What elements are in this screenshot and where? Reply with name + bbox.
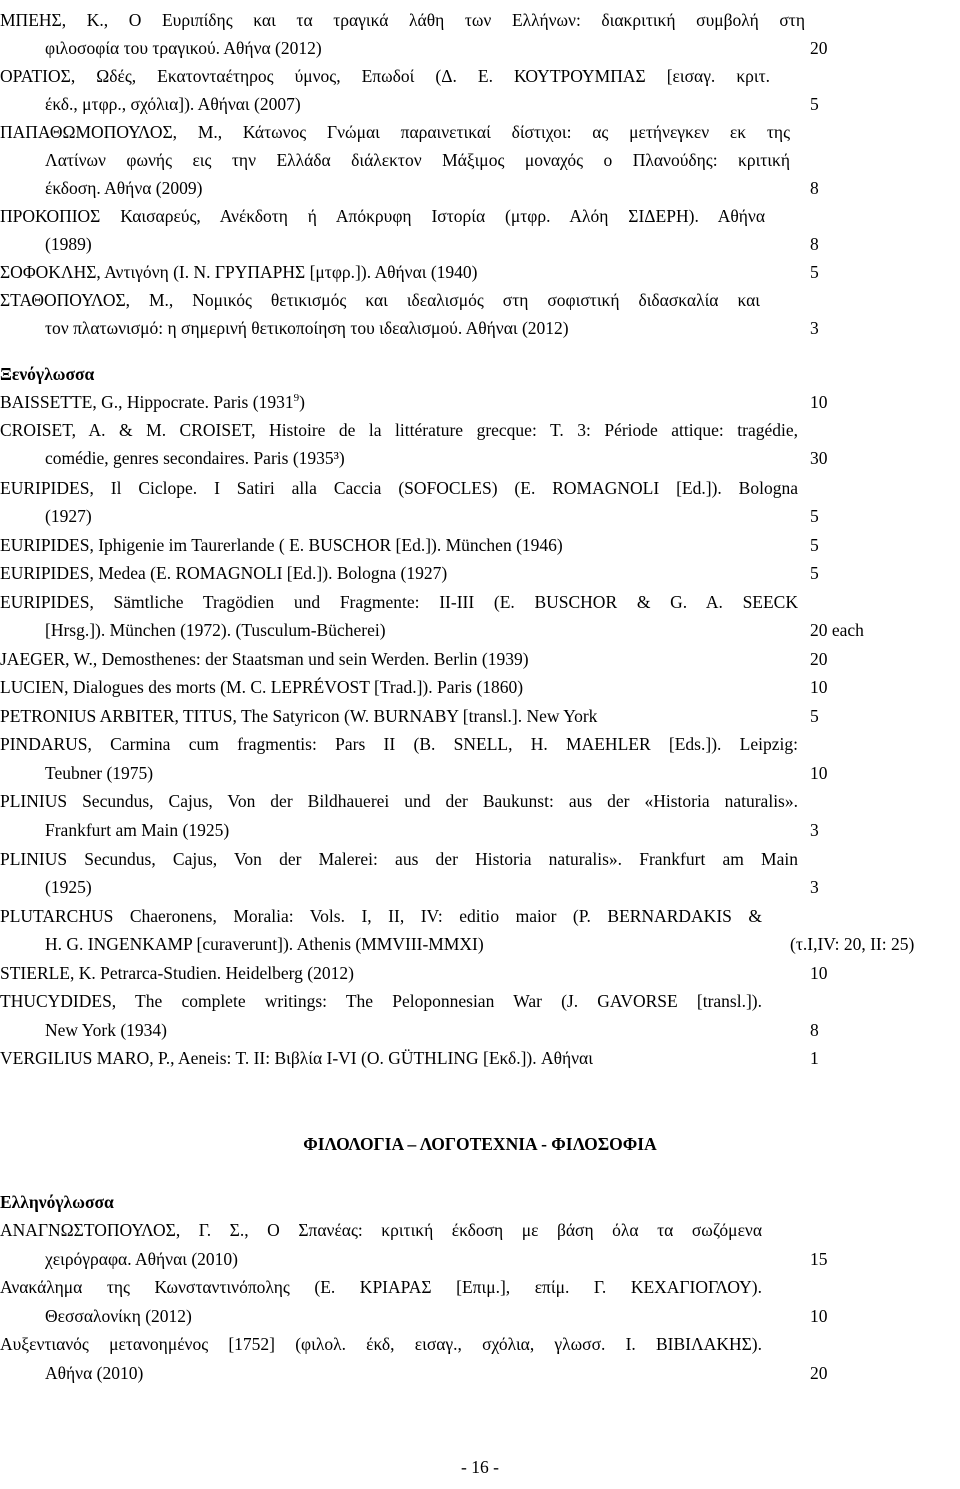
entry-line: (1925) (45, 877, 92, 897)
quantity: 5 (810, 94, 819, 114)
entry-line: CROISET, A. & M. CROISET, Histoire de la littérature grecque: T. 3: Période attique: tragédie, (0, 420, 798, 440)
entry-line: ΠΑΠΑΘΩΜΟΠΟΥΛΟΣ, Μ., Κάτωνος Γνώμαι παραινετικαί δίστιχοι: ας μετήνεγκεν εκ της (0, 122, 790, 142)
entry-line: PINDARUS, Carmina cum fragmentis: Pars II (B. SNELL, H. MAEHLER [Eds.]). Leipzig: (0, 734, 798, 754)
quantity: 10 (810, 677, 828, 697)
entry-text-end: ) (299, 392, 305, 412)
entry-line: Θεσσαλονίκη (2012) (45, 1306, 192, 1326)
quantity: 10 (810, 1306, 828, 1326)
entry-line: Ανακάλημα της Κωνσταντινόπολης (Ε. ΚΡΙΑΡΑΣ [Επιμ.], επίμ. Γ. ΚΕΧΑΓΙΟΓΛΟΥ). (0, 1277, 762, 1297)
entry-line: ΜΠΕΗΣ, Κ., Ο Ευριπίδης και τα τραγικά λάθη των Ελλήνων: διακριτική συμβολή στη (0, 10, 805, 30)
section-heading-foreign: Ξενόγλωσσα (0, 364, 95, 384)
entry-line: EURIPIDES, Medea (E. ROMAGNOLI [Ed.]). Bologna (1927) (0, 563, 448, 583)
quantity: 5 (810, 506, 819, 526)
entry-line: Frankfurt am Main (1925) (45, 820, 230, 840)
entry-line (0, 388, 305, 416)
quantity: 8 (810, 1020, 819, 1040)
entry-line: ΑΝΑΓΝΩΣΤΟΠΟΥΛΟΣ, Γ. Σ., Ο Σπανέας: κριτική έκδοση με βάση όλα τα σωζόμενα (0, 1220, 762, 1240)
entry-line: New York (1934) (45, 1020, 168, 1040)
entry-line: Λατίνων φωνής εις την Ελλάδα διάλεκτον Μάξιμος μοναχός ο Πλανούδης: κριτική (45, 150, 790, 170)
entry-line: έκδοση. Αθήνα (2009) (45, 178, 203, 198)
entry-line: [Hrsg.]). München (1972). (Tusculum-Bücherei) (45, 620, 386, 640)
entry-line: ΟΡΑΤΙΟΣ, Ωδές, Εκατονταέτηρος ύμνος, Επωδοί (Δ. Ε. ΚΟΥΤΡΟΥΜΠΑΣ [εισαγ. κριτ. (0, 66, 770, 86)
quantity: 1 (810, 1048, 819, 1068)
entry-line: Αθήνα (2010) (45, 1363, 144, 1383)
quantity: 10 (810, 763, 828, 783)
page-number: - 16 - (461, 1457, 499, 1477)
quantity: 10 (810, 963, 828, 983)
entry-line: PETRONIUS ARBITER, TITUS, The Satyricon (W. BURNABY [transl.]. New York (0, 706, 598, 726)
entry-line: έκδ., μτφρ., σχόλια]). Αθήναι (2007) (45, 94, 301, 114)
entry-line: THUCYDIDES, The complete writings: The Peloponnesian War (J. GAVORSE [transl.]). (0, 991, 762, 1011)
quantity: 3 (810, 318, 819, 338)
entry-line: Teubner (1975) (45, 763, 154, 783)
edition-superscript: 9 (293, 392, 300, 405)
entry-line: EURIPIDES, Sämtliche Tragödien und Fragmente: II-III (E. BUSCHOR & G. A. SEECK (0, 592, 798, 612)
entry-line: ΣΟΦΟΚΛΗΣ, Αντιγόνη (Ι. Ν. ΓΡΥΠΑΡΗΣ [μτφρ.]). Αθήναι (1940) (0, 262, 478, 282)
entry-line: JAEGER, W., Demosthenes: der Staatsman und sein Werden. Berlin (1939) (0, 649, 529, 669)
entry-line: τον πλατωνισμό: η σημερινή θετικοποίηση του ιδεαλισμού. Αθήναι (2012) (45, 318, 569, 338)
entry-line: LUCIEN, Dialogues des morts (M. C. LEPRÉVOST [Trad.]). Paris (1860) (0, 677, 524, 697)
quantity: 20 (810, 649, 828, 669)
quantity: 20 (810, 38, 828, 58)
entry-line: PLINIUS Secundus, Cajus, Von der Malerei: aus der Historia naturalis». Frankfurt am Main (0, 849, 798, 869)
entry-line: Αυξεντιανός μετανοημένος [1752] (φιλολ. έκδ, εισαγ., σχόλια, γλωσσ. Ι. ΒΙΒΙΛΑΚΗΣ). (0, 1334, 762, 1354)
quantity: 3 (810, 877, 819, 897)
entry-line: (1927) (45, 506, 92, 526)
entry-line: STIERLE, K. Petrarca-Studien. Heidelberg (2012) (0, 963, 354, 983)
quantity: 15 (810, 1249, 828, 1269)
quantity: 8 (810, 234, 819, 254)
entry-line: EURIPIDES, Il Ciclope. I Satiri alla Caccia (SOFOCLES) (E. ROMAGNOLI [Ed.]). Bologna (0, 478, 798, 498)
quantity: 30 (810, 448, 828, 468)
entry-line: ΣΤΑΘΟΠΟΥΛΟΣ, Μ., Νομικός θετικισμός και ιδεαλισμός στη σοφιστική διδασκαλία και (0, 290, 760, 310)
entry-line: ΠΡΟΚΟΠΙΟΣ Καισαρεύς, Ανέκδοτη ή Απόκρυφη Ιστορία (μτφρ. Αλόη ΣΙΔΕΡΗ). Αθήνα (0, 206, 765, 226)
entry-line: comédie, genres secondaires. Paris (1935³) (45, 448, 345, 468)
section-title: ΦΙΛΟΛΟΓΙΑ – ΛΟΓΟΤΕΧΝΙΑ - ΦΙΛΟΣΟΦΙΑ (303, 1134, 657, 1154)
section-heading-greek: Ελληνόγλωσσα (0, 1192, 114, 1212)
entry-text: BAISSETTE, G., Hippocrate. Paris (1931 (0, 392, 294, 412)
entry-line: PLINIUS Secundus, Cajus, Von der Bildhauerei und der Baukunst: aus der «Historia naturalis». (0, 791, 798, 811)
quantity: 20 (810, 1363, 828, 1383)
quantity: 8 (810, 178, 819, 198)
entry-line: (1989) (45, 234, 92, 254)
entry-line: VERGILIUS MARO, P., Aeneis: T. II: Βιβλία Ι-VI (O. GÜTHLING [Εκδ.]). Αθήναι (0, 1048, 593, 1068)
quantity: 5 (810, 535, 819, 555)
quantity: 3 (810, 820, 819, 840)
quantity: 5 (810, 563, 819, 583)
entry-line: PLUTARCHUS Chaeronens, Moralia: Vols. I, II, IV: editio maior (P. BERNARDAKIS & (0, 906, 762, 926)
entry-line: H. G. INGENKAMP [curaverunt]). Athenis (MMVIII-MMXI) (45, 934, 484, 954)
entry-line: χειρόγραφα. Αθήναι (2010) (45, 1249, 238, 1269)
entry-line: φιλοσοφία του τραγικού. Αθήνα (2012) (45, 38, 322, 58)
quantity: 5 (810, 262, 819, 282)
quantity: (τ.I,IV: 20, II: 25) (790, 934, 915, 954)
quantity: 5 (810, 706, 819, 726)
entry-line: EURIPIDES, Iphigenie im Taurerlande ( E. BUSCHOR [Ed.]). München (1946) (0, 535, 563, 555)
quantity: 20 each (810, 620, 864, 640)
quantity: 10 (810, 392, 828, 412)
